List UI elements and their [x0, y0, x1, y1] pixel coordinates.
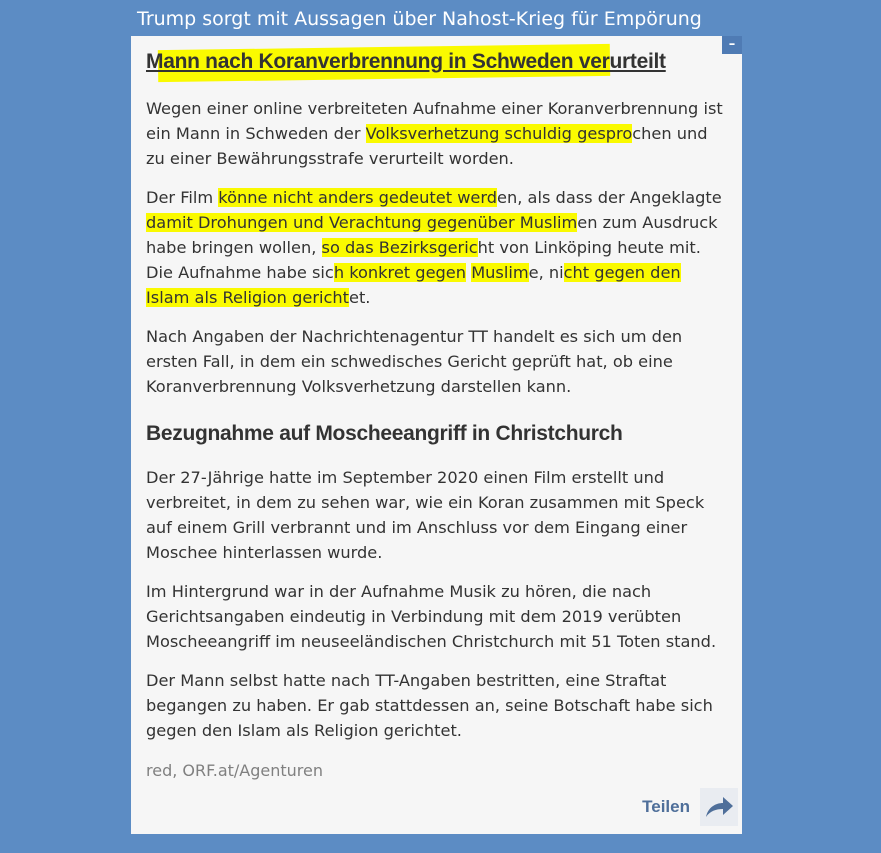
article-subheading: Bezugnahme auf Moscheeangriff in Christchurch: [146, 422, 623, 445]
paragraph-1: Wegen einer online verbreiteten Aufnahme einer Koranverbrennung ist ein Mann in Schweden der Volksverhetzung schuldig gesprochen und zu einer Bewährungsstrafe verurteilt worden.: [146, 99, 723, 168]
highlight: h konkret gegen: [333, 263, 467, 282]
highlight: Muslim: [471, 263, 529, 282]
paragraph-2: Der Film könne nicht anders gedeutet werden, als dass der Angeklagte damit Drohungen und Verachtung gegenüber Muslimen zum Ausdruck habe bringen wollen, so das Bezirksgericht von Linköping heute mit. Die Aufnahme habe sich konkret gegen Muslime, nicht gegen den Islam als Religion gerichtet.: [146, 188, 722, 307]
highlight: cht gegen den Islam als Religion gericht: [146, 263, 681, 307]
article-author: red, ORF.at/Agenturen: [146, 761, 324, 780]
paragraph-3: Nach Angaben der Nachrichtenagentur TT handelt es sich um den ersten Fall, in dem ein schwedisches Gericht geprüft hat, ob eine Koranverbrennung Volksverhetzung darstellen kann.: [146, 327, 683, 396]
share-arrow-icon: [700, 788, 738, 826]
paragraph-4: Der 27-Jährige hatte im September 2020 einen Film erstellt und verbreitet, in dem zu sehen war, wie ein Koran zusammen mit Speck auf einem Grill verbrannt und im Anschluss vor dem Eingang einer Moschee hinterlassen wurde.: [146, 468, 705, 562]
paragraph-5: Im Hintergrund war in der Aufnahme Musik zu hören, die nach Gerichtsangaben eindeutig in Verbindung mit dem 2019 verübten Moscheeangriff im neuseeländischen Christchurch mit 51 Toten stand.: [146, 582, 717, 651]
highlight: so das Bezirksgeric: [321, 238, 478, 257]
previous-article-headline[interactable]: Trump sorgt mit Aussagen über Nahost-Krieg für Empörung: [137, 8, 702, 30]
paragraph-6: Der Mann selbst hatte nach TT-Angaben bestritten, eine Straftat begangen zu haben. Er gab stattdessen an, seine Botschaft habe sich gegen den Islam als Religion gerichtet.: [146, 671, 713, 740]
collapse-button[interactable]: –: [722, 36, 742, 54]
highlight: könne nicht anders gedeutet werd: [218, 188, 498, 207]
article-content: [146, 49, 726, 783]
article-headline: Mann nach Koranverbrennung in Schweden verurteilt: [146, 49, 726, 75]
highlight: Volksverhetzung schuldig gespro: [365, 124, 633, 143]
share-button[interactable]: [642, 788, 738, 826]
share-label: Teilen: [642, 797, 690, 816]
highlight: damit Drohungen und Verachtung gegenüber Muslim: [146, 213, 578, 232]
article-card: [131, 36, 742, 834]
